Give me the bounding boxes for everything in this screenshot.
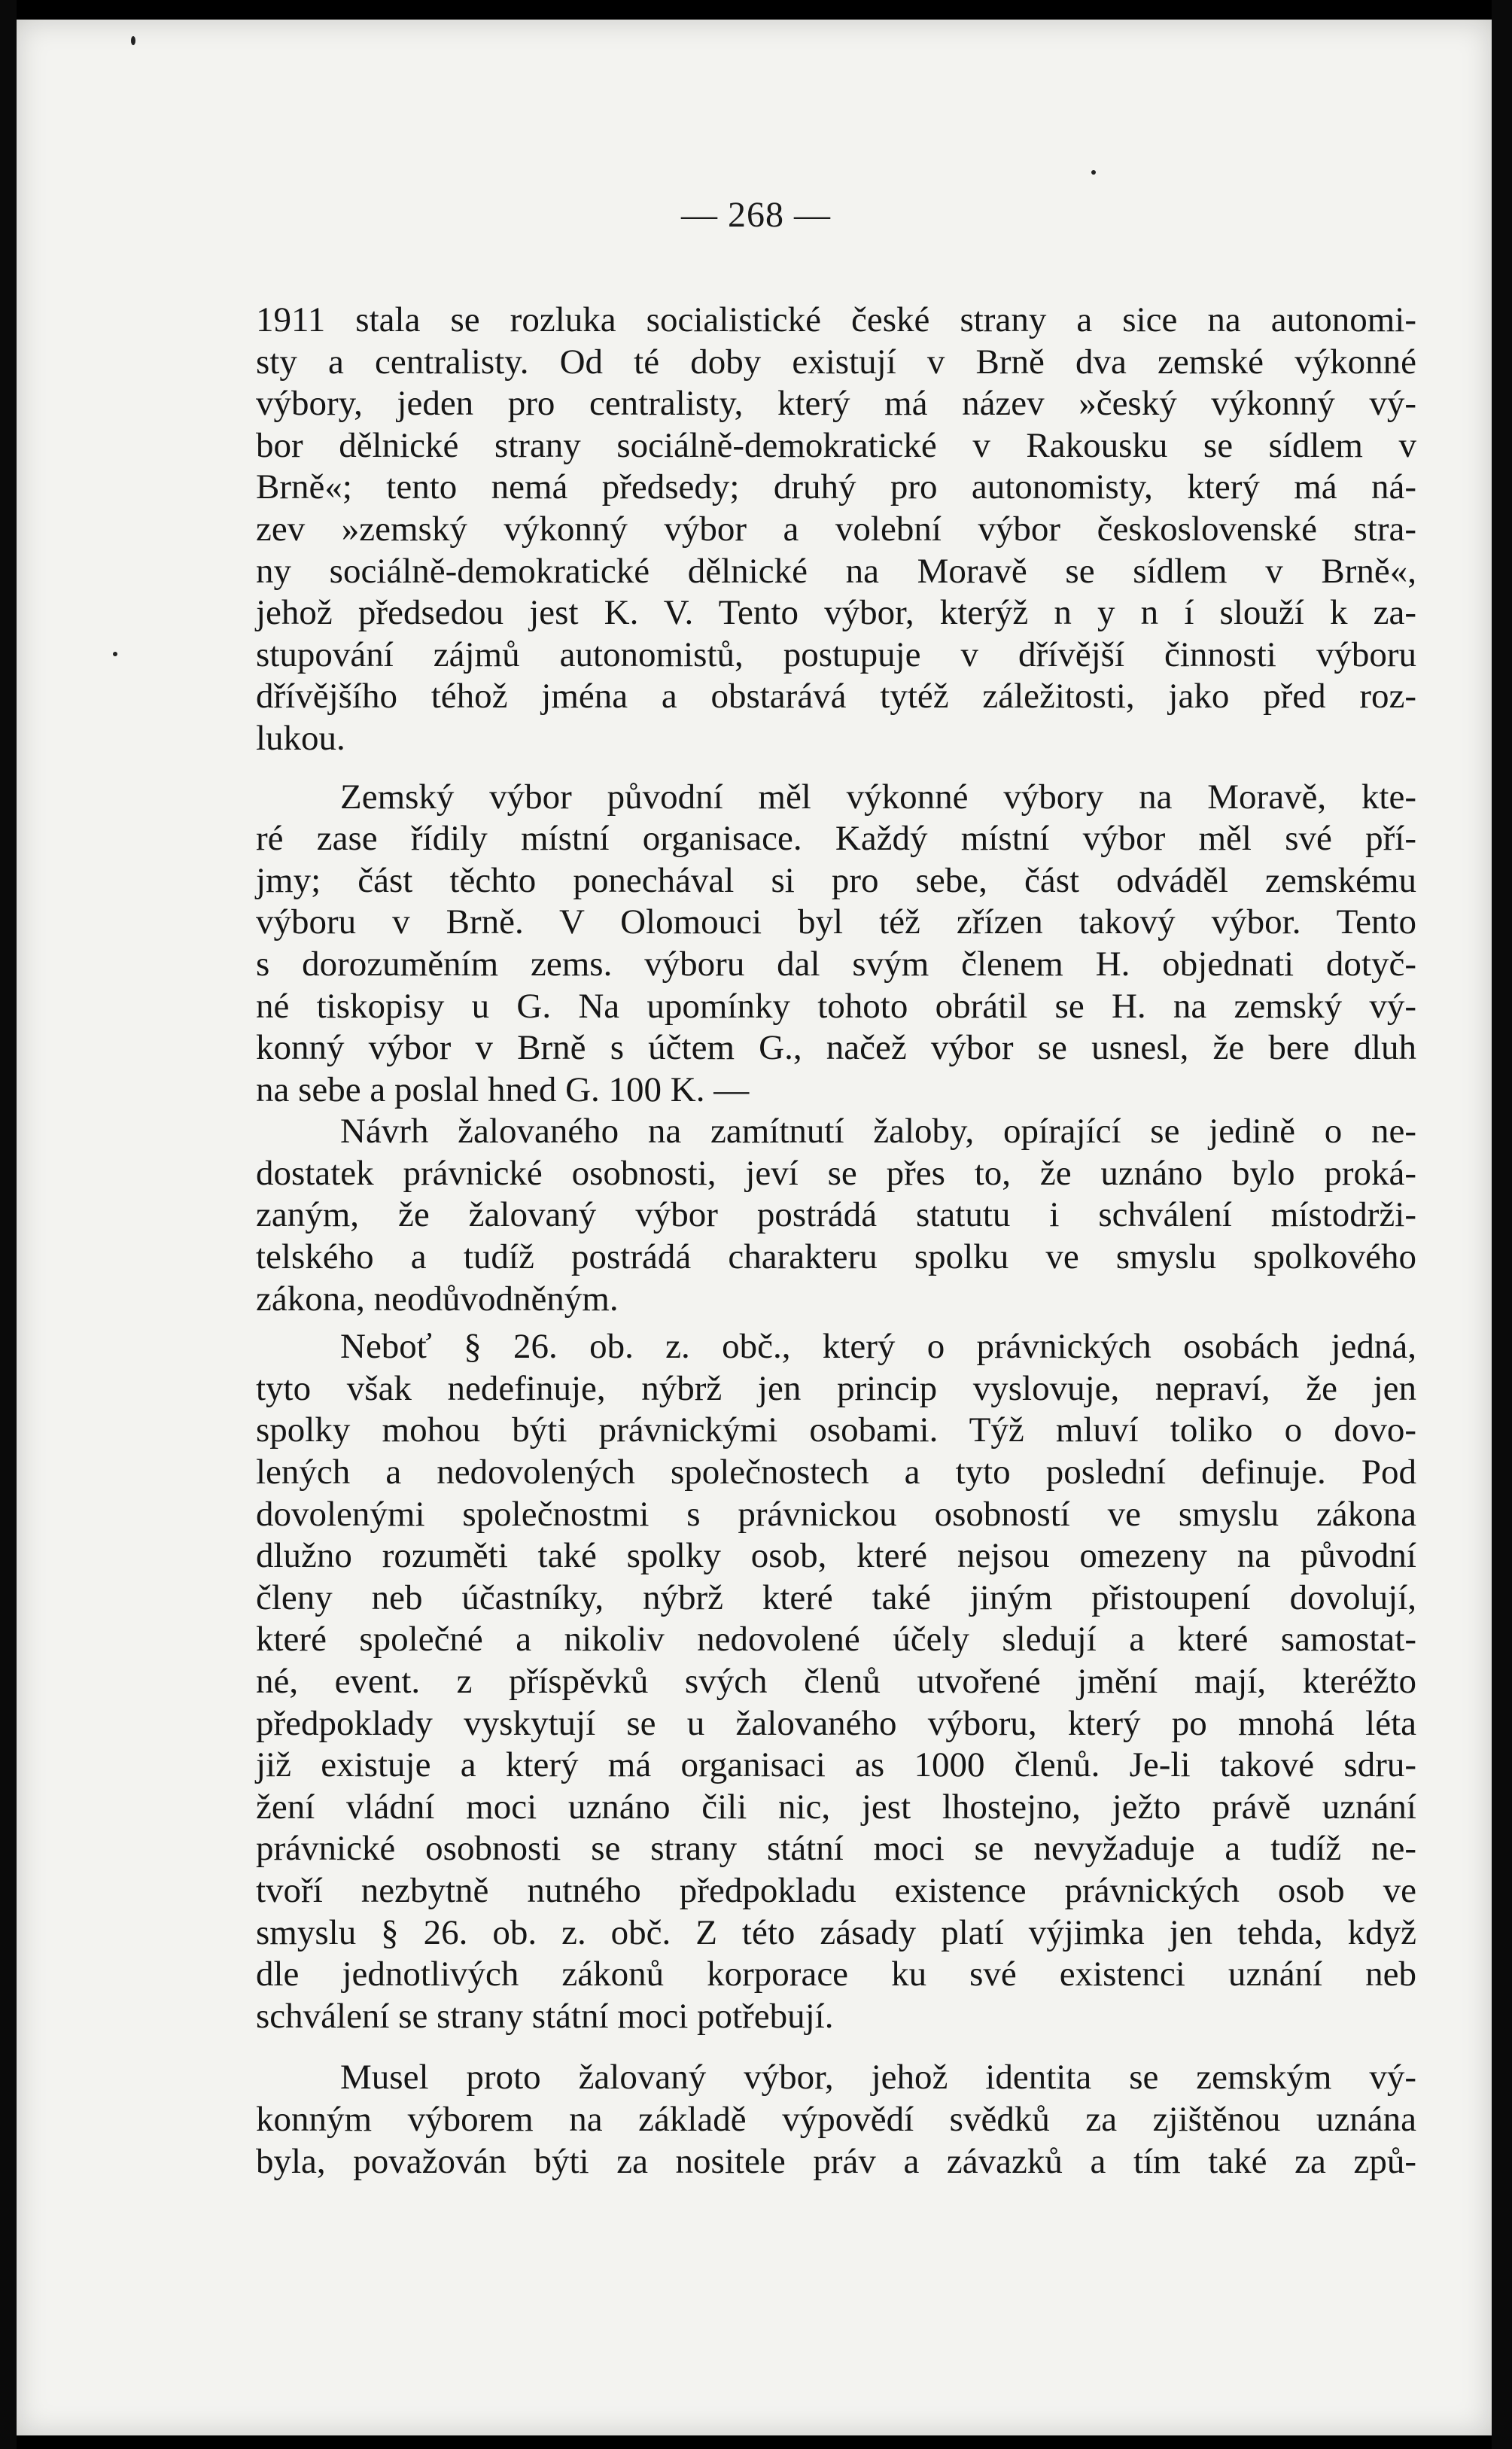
page-number: — 268 — [681, 195, 831, 235]
text-line: již existuje a který má organisaci as 1000 členů. Je-li takové sdru- [256, 1745, 1416, 1785]
text-line: telského a tudíž postrádá charakteru spolku ve smyslu spolkového [256, 1237, 1416, 1277]
text-line: stupování zájmů autonomistů, postupuje v dřívější činnosti výboru [256, 634, 1416, 674]
scan-border-right [1492, 0, 1512, 2449]
text-line: tyto však nedefinuje, nýbrž jen princip vyslovuje, nepraví, že jen [256, 1368, 1416, 1408]
text-line: ré zase řídily místní organisace. Každý místní výbor měl své pří- [256, 819, 1416, 859]
text-line: tvoří nezbytně nutného předpokladu existence právnických osob ve [256, 1870, 1416, 1910]
text-line: konným výborem na základě výpovědí svědků za zjištěnou uznána [256, 2099, 1416, 2139]
text-line: na sebe a poslal hned G. 100 K. — [256, 1069, 750, 1109]
scan-speck [131, 36, 135, 45]
text-line: jmy; část těchto ponechával si pro sebe, část odváděl zemskému [256, 860, 1416, 900]
text-line: dlužno rozuměti také spolky osob, které nejsou omezeny na původní [256, 1536, 1416, 1576]
text-line: 1911 stala se rozluka socialistické české strany a sice na autonomi- [256, 300, 1416, 339]
text-line: bor dělnické strany sociálně-demokratické v Rakousku se sídlem v [256, 425, 1416, 465]
paragraph [256, 2057, 1416, 2183]
paragraph [256, 777, 1416, 1112]
text-line: dostatek právnické osobnosti, jeví se přes to, že uznáno bylo proká- [256, 1153, 1416, 1193]
text-line: zaným, že žalovaný výbor postrádá statutu i schválení místodrži- [256, 1195, 1416, 1235]
text-line: členy neb účastníky, nýbrž které také jiným přistoupení dovolují, [256, 1577, 1416, 1617]
text-line: schválení se strany státní moci potřebují. [256, 1996, 834, 2036]
text-line: zákona, neodůvodněným. [256, 1279, 619, 1319]
text-line: Návrh žalovaného na zamítnutí žaloby, opírající se jedině o ne- [340, 1112, 1416, 1151]
text-line: Musel proto žalovaný výbor, jehož identita se zemským vý- [340, 2058, 1416, 2098]
text-line: zev »zemský výkonný výbor a volební výbor československé stra- [256, 509, 1416, 549]
scan-speck [1091, 170, 1096, 175]
text-line: né, event. z příspěvků svých členů utvořené jmění mají, kteréžto [256, 1662, 1416, 1701]
text-line: dřívějšího téhož jména a obstarává tytéž záležitosti, jako před roz- [256, 677, 1416, 716]
paragraph [256, 300, 1416, 760]
paragraph [256, 1111, 1416, 1320]
paragraph [256, 1326, 1416, 2037]
text-line: právnické osobnosti se strany státní moci se nevyžaduje a tudíž ne- [256, 1829, 1416, 1869]
text-line: byla, považován býti za nositele práv a závazků a tím také za způ- [256, 2141, 1416, 2181]
text-line: dovolenými společnostmi s právnickou osobností ve smyslu zákona [256, 1494, 1416, 1534]
text-line: konný výbor v Brně s účtem G., načež výbor se usnesl, že bere dluh [256, 1028, 1416, 1068]
text-line: výboru v Brně. V Olomouci byl též zřízen takový výbor. Tento [256, 902, 1416, 942]
text-line: jehož předsedou jest K. V. Tento výbor, kterýž n y n í slouží k za- [256, 593, 1416, 633]
text-line: né tiskopisy u G. Na upomínky tohoto obrátil se H. na zemský vý- [256, 986, 1416, 1026]
text-line: Zemský výbor původní měl výkonné výbory na Moravě, kte- [340, 777, 1416, 817]
text-line: předpoklady vyskytují se u žalovaného výboru, který po mnohá léta [256, 1703, 1416, 1743]
text-line: smyslu § 26. ob. z. obč. Z této zásady platí výjimka jen tehda, když [256, 1912, 1416, 1952]
text-line: s dorozuměním zems. výboru dal svým členem H. objednati dotyč- [256, 944, 1416, 984]
text-line: výbory, jeden pro centralisty, který má název »český výkonný vý- [256, 384, 1416, 424]
text-line: lukou. [256, 718, 345, 758]
text-line: sty a centralisty. Od té doby existují v Brně dva zemské výkonné [256, 342, 1416, 382]
text-line: které společné a nikoliv nedovolené účely sledují a které samostat- [256, 1620, 1416, 1660]
text-line: žení vládní moci uznáno čili nic, jest lhostejno, ježto právě uznání [256, 1787, 1416, 1827]
text-line: Brně«; tento nemá předsedy; druhý pro autonomisty, který má ná- [256, 467, 1416, 507]
text-line: Neboť § 26. ob. z. obč., který o právnických osobách jedná, [340, 1327, 1416, 1367]
scan-speck [113, 652, 117, 656]
text-line: ny sociálně-demokratické dělnické na Moravě se sídlem v Brně«, [256, 551, 1416, 591]
text-line: spolky mohou býti právnickými osobami. Týž mluví toliko o dovo- [256, 1410, 1416, 1450]
body-text [256, 300, 1416, 2183]
text-line: lených a nedovolených společnostech a tyto poslední definuje. Pod [256, 1453, 1416, 1492]
scan-border-left [0, 0, 17, 2449]
text-line: dle jednotlivých zákonů korporace ku své existenci uznání neb [256, 1955, 1416, 1994]
